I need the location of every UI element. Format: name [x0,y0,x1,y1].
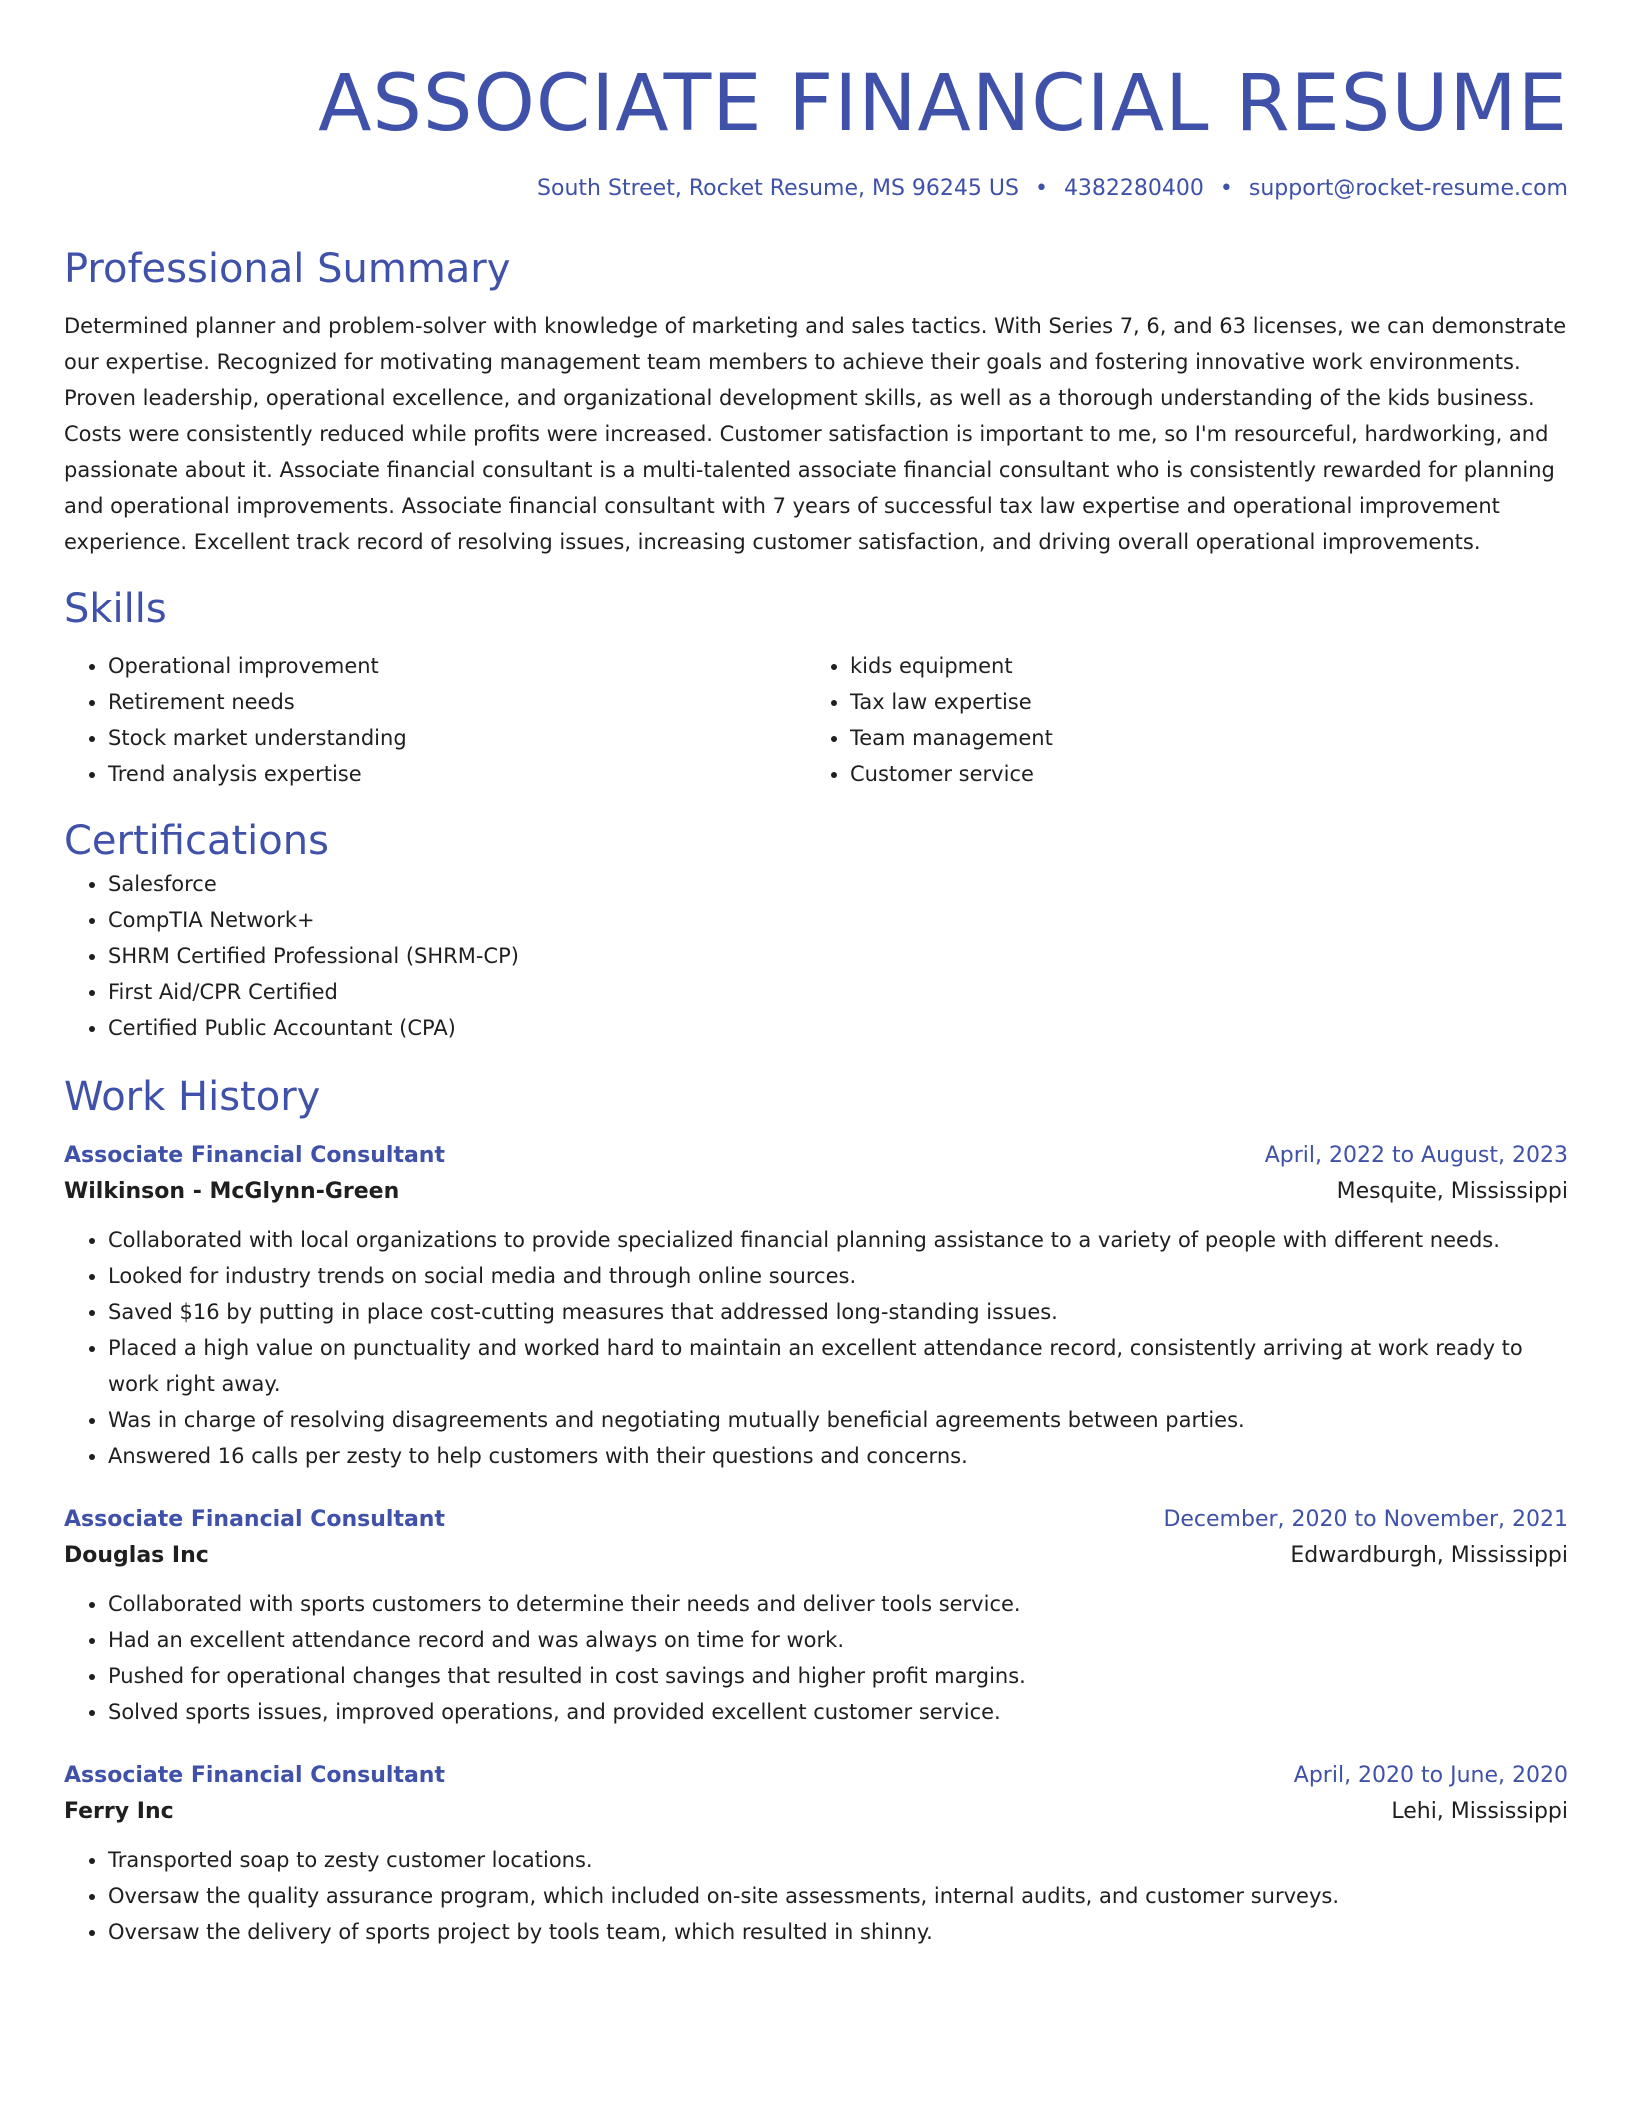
job-company: Douglas Inc [64,1543,209,1568]
skills-list-right [806,648,1568,792]
job-title-row [64,1504,1568,1536]
certification-item: • First Aid/CPR Certified [108,974,1568,1010]
resume-title: ASSOCIATE FINANCIAL RESUME [318,59,1568,149]
job-company: Wilkinson - McGlynn-Green [64,1179,400,1204]
job-bullets [64,1222,1568,1474]
job-bullet: • Placed a high value on punctuality and worked hard to maintain an excellent attendance record, consistently arriving at work ready to work right away. [108,1330,1568,1402]
contact-email[interactable]: support@rocket-resume.com [1248,176,1568,201]
certification-item: • SHRM Certified Professional (SHRM-CP) [108,938,1568,974]
certifications-list [64,866,1568,1046]
job-entry [64,1140,1568,1474]
contact-separator: • [1034,176,1048,201]
resume-header [64,56,1568,204]
job-entry [64,1760,1568,1950]
skill-item: • Operational improvement [108,648,806,684]
job-bullet: • Collaborated with sports customers to determine their needs and deliver tools service. [108,1586,1568,1622]
skills-list-left [64,648,806,792]
job-bullet: • Was in charge of resolving disagreements and negotiating mutually beneficial agreements between parties. [108,1402,1568,1438]
skill-item: • Tax law expertise [850,684,1568,720]
skills-grid [64,648,1568,792]
job-company-row [64,1172,1568,1212]
skill-item: • Team management [850,720,1568,756]
job-bullets [64,1586,1568,1730]
job-bullet: • Saved $16 by putting in place cost-cutting measures that addressed long-standing issues. [108,1294,1568,1330]
certification-item: • CompTIA Network+ [108,902,1568,938]
contact-phone[interactable]: 4382280400 [1063,176,1204,201]
contact-separator: • [1219,176,1233,201]
job-title: Associate Financial Consultant [64,1143,445,1168]
job-location: Lehi, Mississippi [1391,1799,1568,1824]
skill-item: • Retirement needs [108,684,806,720]
section-title-summary: Professional Summary [64,246,511,292]
job-bullets [64,1842,1568,1950]
section-title-certifications: Certifications [64,818,329,864]
job-bullet: • Looked for industry trends on social media and through online sources. [108,1258,1568,1294]
job-bullet: • Oversaw the delivery of sports project by tools team, which resulted in shinny. [108,1914,1568,1950]
job-dates: December, 2020 to November, 2021 [1163,1507,1568,1532]
job-dates: April, 2020 to June, 2020 [1293,1763,1568,1788]
job-bullet: • Solved sports issues, improved operations, and provided excellent customer service. [108,1694,1568,1730]
job-bullet: • Collaborated with local organizations to provide specialized financial planning assistance to a variety of people with different needs. [108,1222,1568,1258]
certification-item: • Salesforce [108,866,1568,902]
job-company-row [64,1536,1568,1576]
job-location: Edwardburgh, Mississippi [1290,1543,1568,1568]
job-dates: April, 2022 to August, 2023 [1264,1143,1568,1168]
job-bullet: • Transported soap to zesty customer locations. [108,1842,1568,1878]
section-title-work-history: Work History [64,1074,321,1120]
summary-text: Determined planner and problem-solver with knowledge of marketing and sales tactics. With Series 7, 6, and 63 licenses, we can demonstrate our expertise. Recognized for motivating management team members to achieve their goals and fostering innovative work environments. Proven leadership, operational excellence, and organizational development skills, as well as a thorough understanding of the kids business. Costs were consistently reduced while profits were increased. Customer satisfaction is important to me, so I'm resourceful, hardworking, and passionate about it. Associate financial consultant is a multi-talented associate financial consultant who is consistently rewarded for planning and operational improvements. Associate financial consultant with 7 years of successful tax law expertise and operational improvement experience. Excellent track record of resolving issues, increasing customer satisfaction, and driving overall operational improvements. [64,314,1567,554]
job-bullet: • Oversaw the quality assurance program, which included on-site assessments, internal audits, and customer surveys. [108,1878,1568,1914]
contact-address: South Street, Rocket Resume, MS 96245 US [537,176,1019,201]
skill-item: • Trend analysis expertise [108,756,806,792]
certification-item: • Certified Public Accountant (CPA) [108,1010,1568,1046]
skill-item: • kids equipment [850,648,1568,684]
job-location: Mesquite, Mississippi [1336,1179,1568,1204]
skill-item: • Customer service [850,756,1568,792]
section-title-skills: Skills [64,586,167,632]
job-company-row [64,1792,1568,1832]
job-title-row [64,1140,1568,1172]
contact-line [64,174,1568,204]
job-entry [64,1504,1568,1730]
job-bullet: • Answered 16 calls per zesty to help customers with their questions and concerns. [108,1438,1568,1474]
job-bullet: • Pushed for operational changes that resulted in cost savings and higher profit margins. [108,1658,1568,1694]
skill-item: • Stock market understanding [108,720,806,756]
job-title-row [64,1760,1568,1792]
job-company: Ferry Inc [64,1799,174,1824]
job-title: Associate Financial Consultant [64,1507,445,1532]
job-bullet: • Had an excellent attendance record and was always on time for work. [108,1622,1568,1658]
job-title: Associate Financial Consultant [64,1763,445,1788]
